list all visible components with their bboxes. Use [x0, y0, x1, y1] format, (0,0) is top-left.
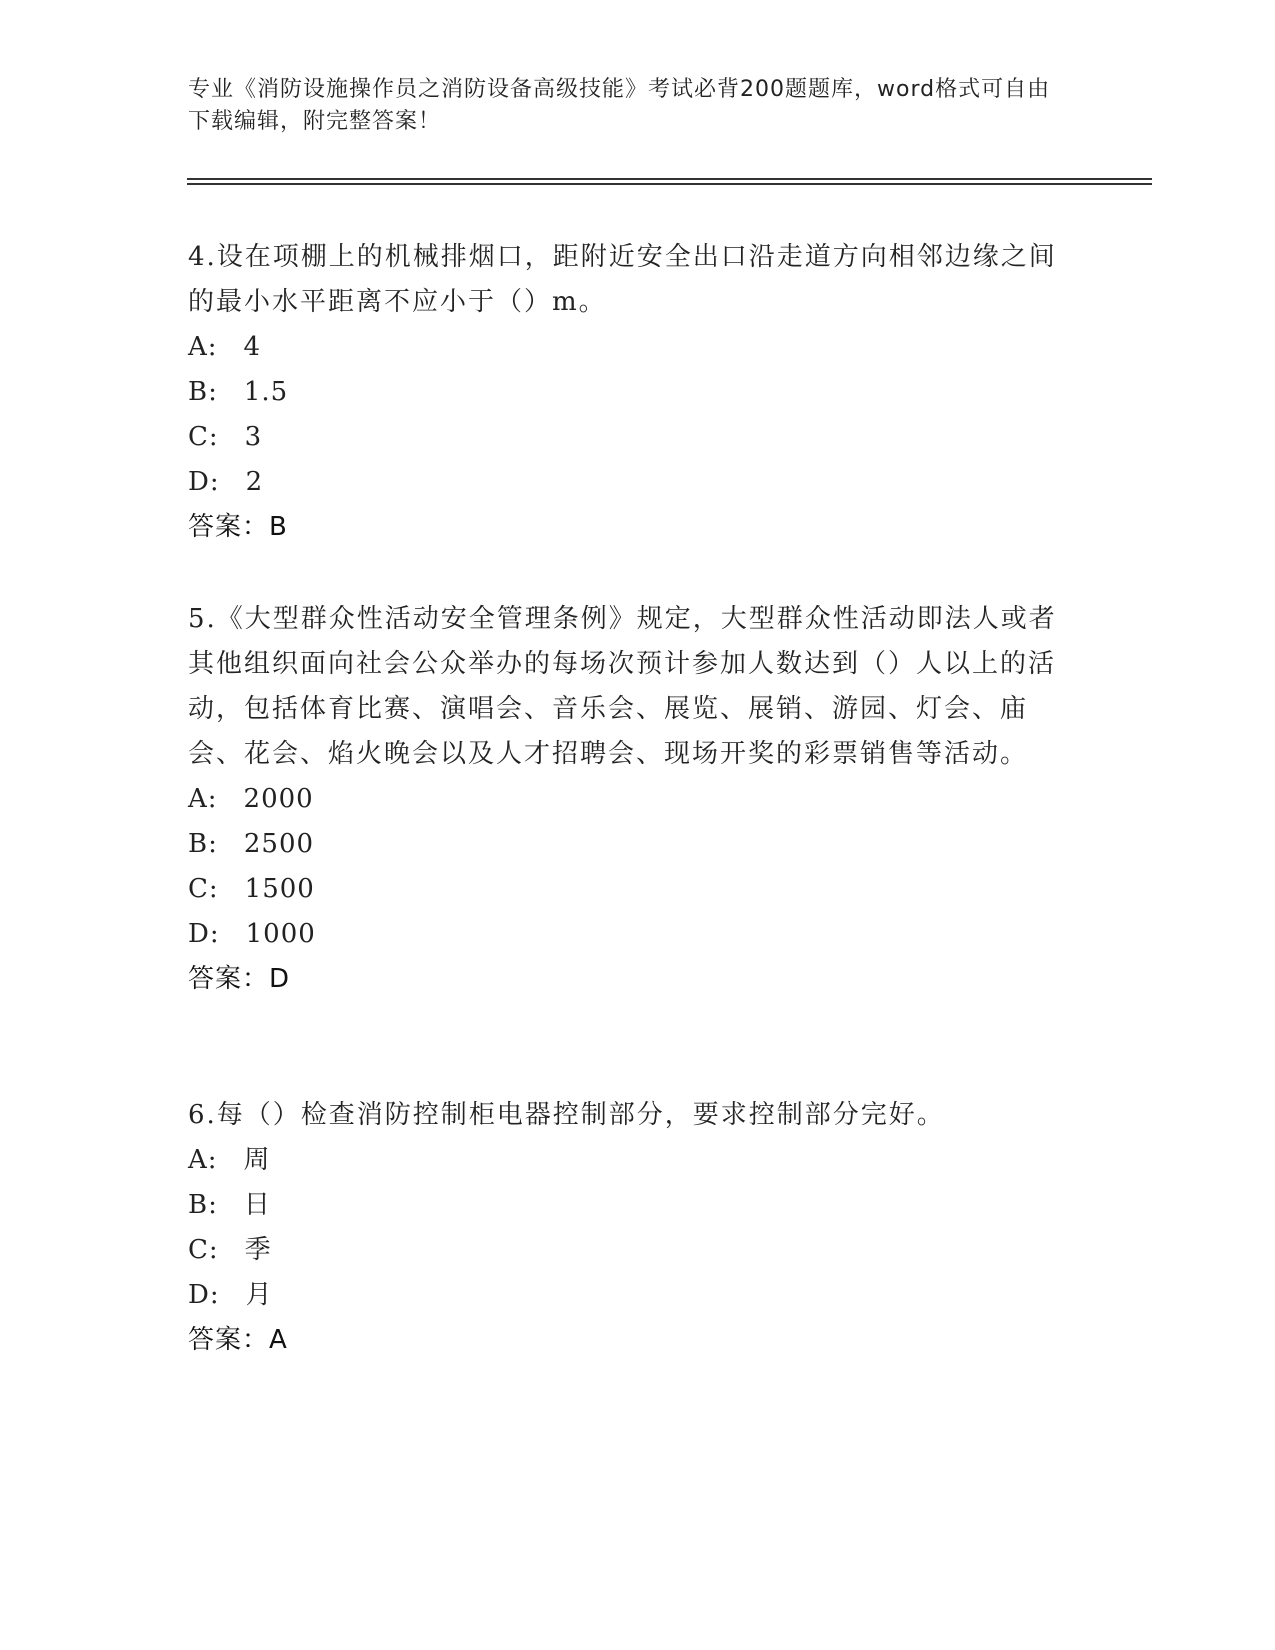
option-letter: A:	[188, 1145, 218, 1175]
document-header: 专业《消防设施操作员之消防设备高级技能》考试必背200题题库，word格式可自由下载编辑，附完整答案！	[188, 77, 1051, 134]
question-6	[188, 1093, 1068, 1363]
option-text: 1000	[245, 919, 316, 949]
option-list	[188, 325, 1068, 505]
option-letter: C:	[188, 422, 219, 452]
question-stem: 4.设在项棚上的机械排烟口，距附近安全出口沿走道方向相邻边缘之间的最小水平距离不应小于（）m。	[188, 242, 1057, 317]
option-c	[188, 867, 1068, 912]
option-text: 2000	[243, 784, 314, 814]
question-stem: 5.《大型群众性活动安全管理条例》规定，大型群众性活动即法人或者其他组织面向社会公众举办的每场次预计参加人数达到（）人以上的活动，包括体育比赛、演唱会、音乐会、展览、展销、游园、灯会、庙会、花会、焰火晚会以及人才招聘会、现场开奖的彩票销售等活动。	[188, 604, 1057, 769]
option-text: 2500	[243, 829, 315, 859]
question-5	[188, 597, 1068, 1002]
option-c	[188, 415, 1068, 460]
option-letter: B:	[188, 377, 218, 407]
option-text: 季	[244, 1235, 272, 1265]
question-stem: 6.每（）检查消防控制柜电器控制部分，要求控制部分完好。	[188, 1100, 945, 1130]
option-d	[188, 912, 1068, 957]
option-b	[188, 822, 1068, 867]
option-letter: C:	[188, 1235, 219, 1265]
option-text: 周	[243, 1145, 271, 1175]
option-list	[188, 777, 1068, 957]
option-text: 3	[244, 422, 263, 452]
header-divider-top	[187, 178, 1152, 180]
option-a	[188, 777, 1068, 822]
option-c	[188, 1228, 1068, 1273]
answer-line: 答案：D	[188, 964, 291, 994]
option-text: 1500	[244, 874, 315, 904]
option-text: 4	[243, 332, 262, 362]
question-4	[188, 235, 1068, 550]
option-d	[188, 1273, 1068, 1318]
option-letter: B:	[188, 829, 218, 859]
option-letter: D:	[188, 467, 220, 497]
option-d	[188, 460, 1068, 505]
option-text: 1.5	[243, 377, 289, 407]
option-list	[188, 1138, 1068, 1318]
option-letter: A:	[188, 784, 218, 814]
option-a	[188, 325, 1068, 370]
option-b	[188, 1183, 1068, 1228]
option-text: 月	[245, 1280, 273, 1310]
option-text: 2	[245, 467, 264, 497]
option-b	[188, 370, 1068, 415]
answer-line: 答案：B	[188, 512, 288, 542]
option-letter: D:	[188, 919, 220, 949]
option-text: 日	[243, 1190, 271, 1220]
option-letter: A:	[188, 332, 218, 362]
option-letter: D:	[188, 1280, 220, 1310]
header-divider-bottom	[187, 183, 1152, 185]
answer-line: 答案：A	[188, 1325, 288, 1355]
option-letter: C:	[188, 874, 219, 904]
option-letter: B:	[188, 1190, 218, 1220]
option-a	[188, 1138, 1068, 1183]
